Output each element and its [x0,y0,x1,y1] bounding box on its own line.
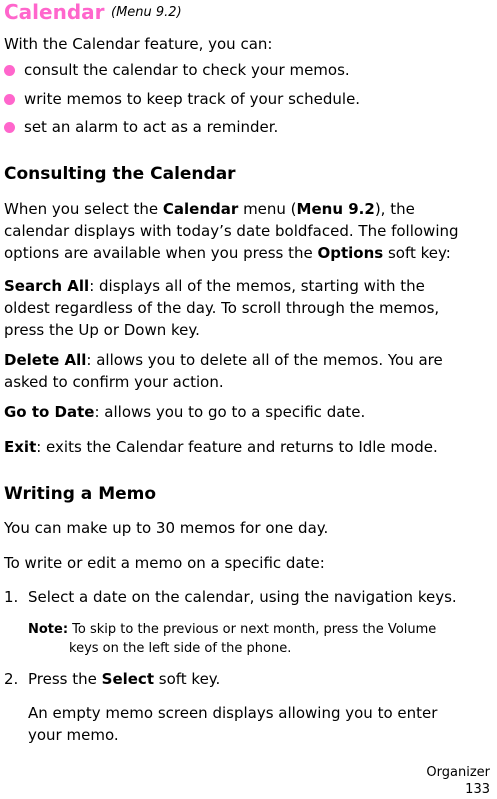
note-block [28,620,494,658]
step-number: 1. [4,588,19,606]
text-run: menu ( [238,200,297,218]
text-run: To skip to the previous or next month, press the Volume [68,622,437,637]
text-run: : displays all of the memos, starting with the [89,277,425,295]
text-line: calendar displays with today’s date boldfaced. The following [4,222,459,240]
text-run: When you select the [4,200,163,218]
option-go-to-date [4,401,494,423]
section-heading-consulting: Consulting the Calendar [4,164,236,184]
step-2-text [28,668,494,690]
step-number: 2. [4,670,19,688]
text-line: An empty memo screen displays allowing you to enter [28,704,438,722]
bullet-text: consult the calendar to check your memos. [24,61,350,79]
bold-run: Select [101,670,154,688]
bullet-dot-icon [4,65,15,76]
bold-run: Calendar [162,200,239,218]
option-exit [4,436,494,458]
section-heading-writing: Writing a Memo [4,484,157,504]
option-term: Search All [4,277,90,295]
text-line: your memo. [28,726,119,744]
option-search-all [4,275,494,341]
option-term: Go to Date [4,403,95,421]
bullet-text: write memos to keep track of your schedule. [24,90,361,108]
text-run: Press the [28,670,102,688]
bold-run: Options [317,244,384,262]
step-1-text: Select a date on the calendar, using the navigation keys. [28,588,457,606]
footer-section: Organizer [426,765,490,780]
writing-paragraph-1: You can make up to 30 memos for one day. [4,519,329,537]
text-run: soft key. [154,670,221,688]
intro-text: With the Calendar feature, you can: [4,35,273,53]
option-term: Delete All [4,351,87,369]
bullet-dot-icon [4,122,15,133]
consulting-paragraph [4,198,494,264]
text-line: oldest regardless of the day. To scroll through the memos, [4,299,440,317]
bullet-dot-icon [4,94,15,105]
writing-paragraph-2: To write or edit a memo on a specific date: [4,554,325,572]
bullet-text: set an alarm to act as a reminder. [24,118,279,136]
text-line: press the Up or Down key. [4,321,200,339]
note-label: Note: [28,622,69,637]
page-title: Calendar [4,0,105,24]
option-delete-all [4,349,494,393]
option-term: Exit [4,438,37,456]
text-run: : allows you to delete all of the memos. You are [86,351,443,369]
text-run: : exits the Calendar feature and returns to Idle mode. [36,438,438,456]
text-run: options are available when you press the [4,244,318,262]
menu-reference: (Menu 9.2) [111,5,182,20]
page-number: 133 [465,782,490,797]
text-line: asked to confirm your action. [4,373,224,391]
step-2-description [28,702,494,746]
text-run: soft key: [383,244,451,262]
text-run: ), the [374,200,415,218]
text-line: keys on the left side of the phone. [69,641,292,656]
text-run: : allows you to go to a specific date. [94,403,366,421]
bold-run: Menu 9.2 [296,200,375,218]
